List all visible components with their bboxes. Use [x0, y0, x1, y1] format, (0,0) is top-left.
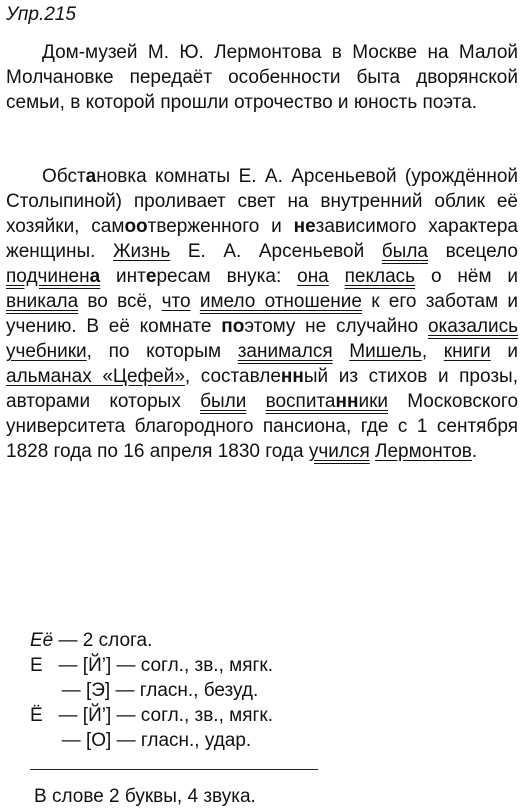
text-run: ресам внука:: [156, 266, 298, 287]
analysis-title: [30, 628, 273, 653]
text-run: Дом-музей М. Ю. Лермонтова в Москве на Малой Молчановке передаёт особенности быта дворянской семьи, в которой прошли отрочество и юность поэта.: [6, 42, 518, 113]
marked-text: подчинен: [6, 266, 90, 287]
marked-text: занимался: [237, 341, 333, 362]
paragraph-1: [6, 40, 518, 115]
marked-text: вникала: [6, 291, 79, 312]
marked-text: имело отношение: [199, 291, 362, 312]
text-run: [191, 291, 200, 312]
marked-text: она: [297, 266, 329, 287]
text-run: о нём и: [415, 266, 519, 287]
marked-text: пеклась: [344, 266, 416, 287]
text-run: [329, 266, 345, 287]
marked-text: а: [85, 166, 97, 187]
marked-text: а: [89, 266, 101, 287]
text-run: Е. А. Арсеньевой: [170, 241, 382, 262]
marked-text: е: [145, 266, 157, 287]
text-run: во всё,: [78, 291, 162, 312]
marked-text: учился: [308, 441, 370, 462]
marked-text: что: [161, 291, 191, 312]
marked-text: учебники: [6, 341, 87, 362]
paragraph-2: [6, 164, 518, 464]
text-run: Обст: [42, 166, 86, 187]
divider-line: [30, 769, 318, 770]
text-run: , по которым: [86, 341, 238, 362]
text-run: к его заботам и учению. В её комнате: [6, 291, 519, 337]
text-run: ый из стихов и прозы, авторами которых: [6, 366, 518, 412]
text-run: [246, 391, 265, 412]
text-run: этому не случайно: [244, 316, 428, 337]
text-run: [333, 341, 350, 362]
analysis-line: — [О] — гласн., удар.: [30, 730, 252, 751]
marked-text: были: [200, 391, 247, 412]
marked-text: оказались: [427, 316, 518, 337]
text-run: ,: [421, 341, 444, 362]
marked-text: Лермонтов: [375, 441, 472, 462]
exercise-label: Упр.215: [6, 4, 76, 25]
text-run: тверженного и: [147, 216, 294, 237]
analysis-word: Её: [30, 630, 54, 651]
marked-text: воспита: [265, 391, 336, 412]
marked-text: нн: [280, 366, 304, 387]
text-run: Московского университета благородного пансиона, где с 1 сентября 1828 года по 16 апреля 1830 года: [6, 391, 519, 462]
analysis-line: — [Э] — гласн., безуд.: [30, 680, 259, 701]
marked-text: книги: [443, 341, 491, 362]
marked-text: ики: [358, 391, 388, 412]
marked-text: Жизнь: [113, 241, 171, 262]
phonetic-analysis: [30, 628, 273, 753]
marked-text: по: [221, 316, 245, 337]
analysis-line: Е — [Й’] — согл., зв., мягк.: [30, 655, 274, 676]
text-run: и: [490, 341, 518, 362]
text-run: .: [471, 441, 478, 462]
text-run: , составле: [184, 366, 281, 387]
summary-line: В слове 2 буквы, 4 звука.: [34, 786, 256, 807]
marked-text: оо: [124, 216, 148, 237]
analysis-line: Ё — [Й’] — согл., зв., мягк.: [30, 705, 274, 726]
marked-text: не: [293, 216, 316, 237]
text-run: инт: [100, 266, 146, 287]
marked-text: Мишель: [349, 341, 422, 362]
marked-text: альманах «Цефей»: [6, 366, 185, 387]
text-run: всецело: [428, 241, 518, 262]
marked-text: была: [381, 241, 428, 262]
marked-text: нн: [335, 391, 359, 412]
analysis-syllables: — 2 слога.: [53, 630, 153, 651]
text-run: новка комнаты Е. А. Арсеньевой (урождённой Столыпиной) проливает свет на внутренний облик её хозяйки, сам: [6, 166, 518, 237]
text-run: зависимого характера женщины.: [6, 216, 518, 262]
